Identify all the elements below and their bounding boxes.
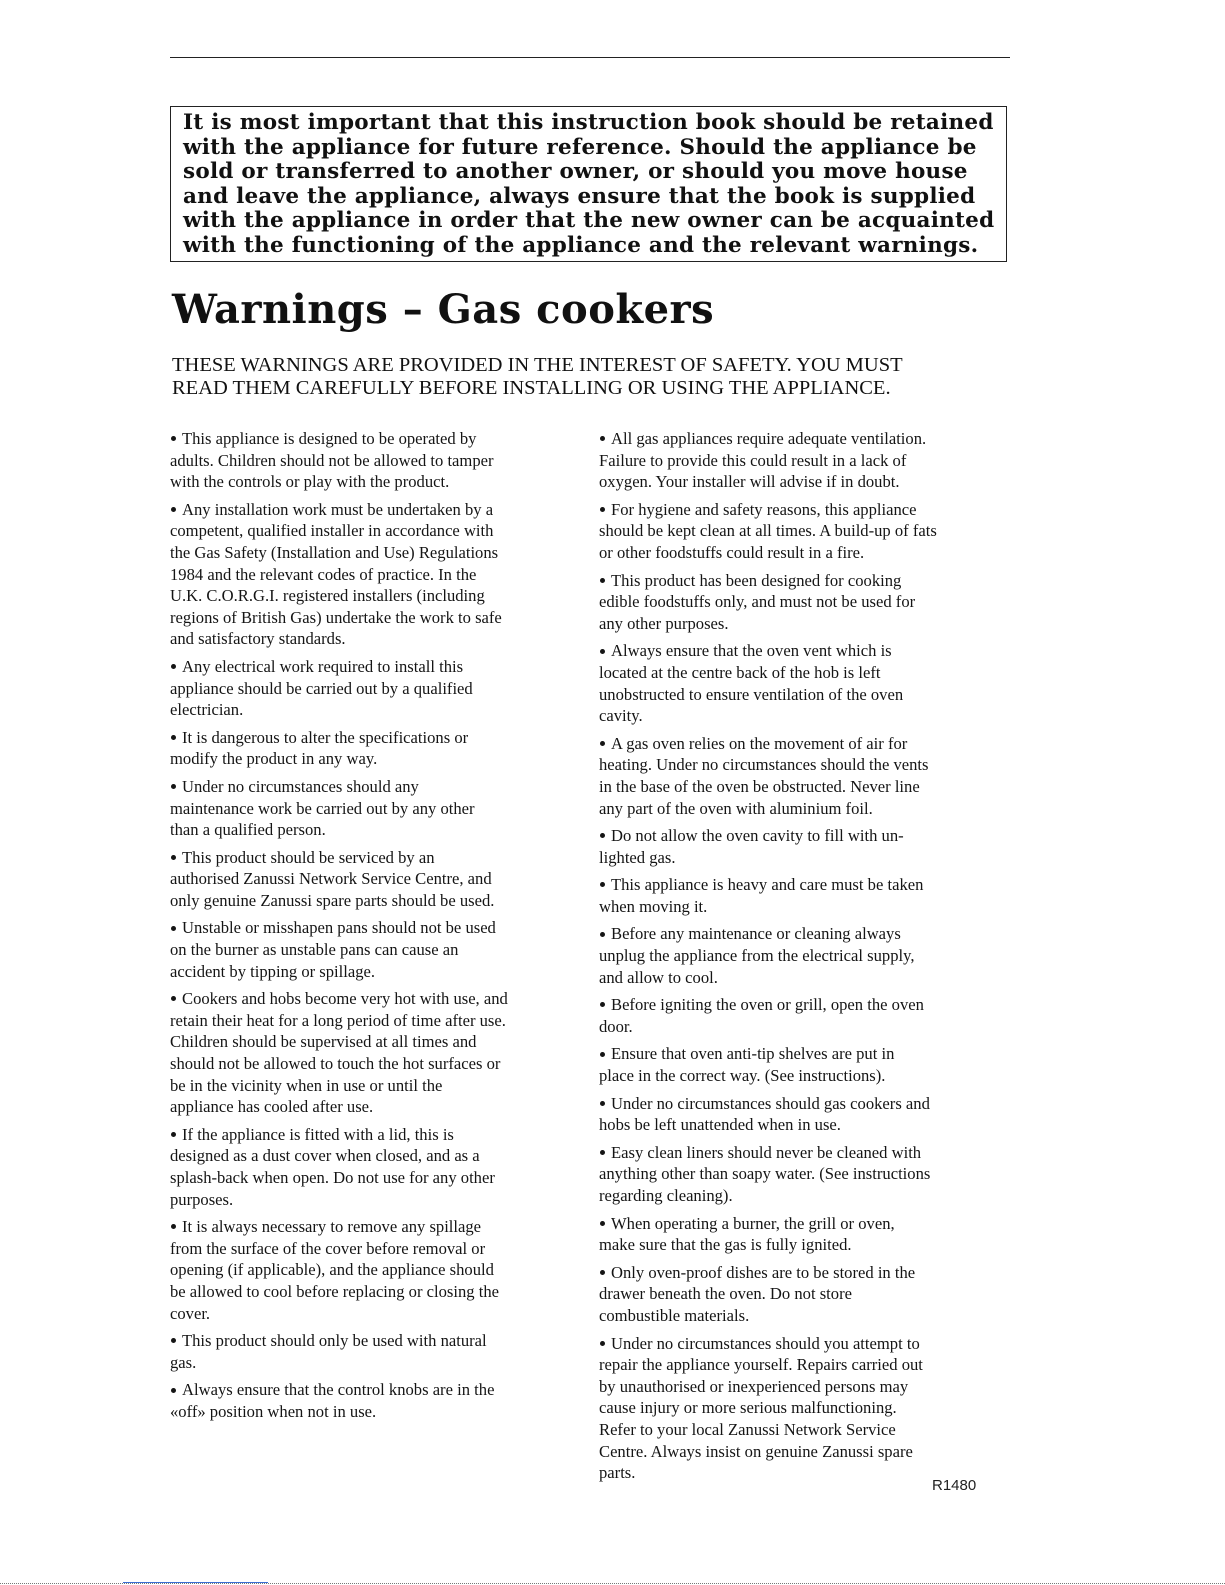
warning-text: When operating a burner, the grill or oven, make sure that the gas is fully ignited.: [599, 1213, 895, 1255]
bullet-icon: [171, 996, 176, 1001]
bullet-icon: [600, 1101, 605, 1106]
warnings-column-right: [599, 428, 1009, 1490]
bullet-icon: [600, 1052, 605, 1057]
bullet-icon: [600, 578, 605, 583]
bullet-icon: [171, 664, 176, 669]
bullet-icon: [171, 926, 176, 931]
bullet-icon: [171, 1224, 176, 1229]
bullet-icon: [600, 1341, 605, 1346]
warning-text: Before any maintenance or cleaning always unplug the appliance from the electrical supply, and allow to cool.: [599, 924, 915, 987]
warning-item: [170, 499, 580, 650]
warning-item: [170, 847, 580, 912]
warning-text: Under no circumstances should any maintenance work be carried out by any other than a qualified person.: [170, 776, 475, 840]
warning-item: [599, 1333, 1009, 1484]
bullet-icon: [600, 649, 605, 654]
warning-item: [599, 570, 1009, 635]
warning-item: [170, 1330, 580, 1373]
warning-item: [170, 727, 580, 770]
warning-text: This product has been designed for cooking edible foodstuffs only, and must not be used for any other purposes.: [599, 570, 916, 633]
warning-text: Easy clean liners should never be cleaned with anything other than soapy water. (See instructions regarding cleaning).: [599, 1142, 931, 1205]
warning-text: Unstable or misshapen pans should not be used on the burner as unstable pans can cause an accident by tipping or spillage.: [170, 918, 496, 981]
page-title: Warnings – Gas cookers: [172, 286, 715, 333]
bullet-icon: [600, 436, 605, 441]
warnings-column-left: [170, 428, 580, 1429]
bullet-icon: [600, 932, 605, 937]
warning-item: [170, 1124, 580, 1210]
bullet-icon: [171, 436, 176, 441]
top-rule: [170, 57, 1010, 58]
warning-text: It is dangerous to alter the specifications or modify the product in any way.: [170, 727, 469, 769]
warning-text: A gas oven relies on the movement of air for heating. Under no circumstances should the vents in the base of the oven be obstructed. Never line any part of the oven with aluminium foil.: [599, 733, 929, 818]
warning-text: Always ensure that the control knobs are in the «off» position when not in use.: [170, 1380, 495, 1421]
bullet-icon: [171, 735, 176, 740]
warning-item: [599, 923, 1009, 988]
bullet-icon: [171, 1338, 176, 1343]
warning-text: Cookers and hobs become very hot with use, and retain their heat for a long period of time after use. Children should be supervised at all times and should not be allowed to touch the hot surfaces or be in the vicinity when in use or until the appliance has cooled after use.: [170, 989, 508, 1117]
warning-item: [599, 1213, 1009, 1256]
warning-text: Under no circumstances should gas cookers and hobs be left unattended when in use.: [599, 1093, 930, 1135]
warning-item: [170, 428, 580, 493]
warning-item: [599, 825, 1009, 868]
warning-item: [599, 1262, 1009, 1327]
warning-text: Before igniting the oven or grill, open the oven door.: [599, 995, 924, 1036]
warning-text: This appliance is designed to be operated by adults. Children should not be allowed to tamper with the controls or play with the product.: [170, 429, 494, 492]
warning-item: [599, 994, 1009, 1037]
warning-text: Ensure that oven anti-tip shelves are put in place in the correct way. (See instructions).: [599, 1044, 895, 1086]
bullet-icon: [600, 833, 605, 838]
bullet-icon: [600, 1150, 605, 1155]
bullet-icon: [600, 1270, 605, 1275]
warning-text: For hygiene and safety reasons, this appliance should be kept clean at all times. A build-up of fats or other foodstuffs could result in a fire.: [599, 499, 937, 562]
warning-text: If the appliance is fitted with a lid, this is designed as a dust cover when closed, and as a splash-back when open. Do not use for any other purposes.: [170, 1124, 495, 1209]
warning-item: [599, 1142, 1009, 1207]
warning-text: Only oven-proof dishes are to be stored in the drawer beneath the oven. Do not store combustible materials.: [599, 1262, 916, 1325]
bullet-icon: [171, 855, 176, 860]
bullet-icon: [600, 507, 605, 512]
bullet-icon: [600, 882, 605, 887]
warning-item: [170, 988, 580, 1118]
warning-text: This appliance is heavy and care must be taken when moving it.: [599, 875, 924, 916]
warning-text: This product should be serviced by an authorised Zanussi Network Service Centre, and only genuine Zanussi spare parts should be used.: [170, 847, 495, 910]
warning-item: [599, 428, 1009, 493]
warning-item: [599, 640, 1009, 726]
reference-code: R1480: [932, 1477, 977, 1494]
warning-text: Any installation work must be undertaken by a competent, qualified installer in accordance with the Gas Safety (Installation and Use) Regulations 1984 and the relevant codes of practice. In the U.K. C.O.R.G.I. registered installers (including regions of British Gas) undertake the work to safe and satisfactory standards.: [170, 499, 502, 649]
warning-item: [599, 1043, 1009, 1086]
warning-item: [170, 1216, 580, 1324]
warning-text: All gas appliances require adequate ventilation. Failure to provide this could result in a lack of oxygen. Your installer will advise if in doubt.: [599, 429, 927, 492]
notice-box: [170, 106, 1007, 262]
safety-subtitle: THESE WARNINGS ARE PROVIDED IN THE INTEREST OF SAFETY. YOU MUST READ THEM CAREFULLY BEFORE INSTALLING OR USING THE APPLIANCE.: [172, 354, 903, 399]
bullet-icon: [171, 1388, 176, 1393]
notice-text: It is most important that this instruction book should be retained with the appliance for future reference. Should the appliance be sold or transferred to another owner, or should you move house and leave the appliance, always ensure that the book is supplied with the appliance in order that the new owner can be acquainted with the functioning of the appliance and the relevant warnings.: [183, 110, 995, 258]
warning-item: [170, 1379, 580, 1422]
page-edge-mark: [123, 1582, 268, 1583]
bullet-icon: [600, 1221, 605, 1226]
bullet-icon: [600, 1002, 605, 1007]
warning-text: Any electrical work required to install this appliance should be carried out by a qualified electrician.: [170, 656, 473, 720]
warning-text: Always ensure that the oven vent which is located at the centre back of the hob is left unobstructed to ensure ventilation of the oven cavity.: [599, 641, 904, 726]
warning-item: [170, 776, 580, 841]
warning-text: This product should only be used with natural gas.: [170, 1331, 487, 1372]
bullet-icon: [171, 784, 176, 789]
warning-item: [599, 499, 1009, 564]
page-edge-divider: [0, 1583, 1225, 1584]
bullet-icon: [171, 507, 176, 512]
bullet-icon: [600, 741, 605, 746]
bullet-icon: [171, 1132, 176, 1137]
warning-item: [170, 656, 580, 721]
warning-text: Do not allow the oven cavity to fill with un- lighted gas.: [599, 826, 904, 867]
warning-item: [170, 917, 580, 982]
warning-item: [599, 1093, 1009, 1136]
warning-item: [599, 733, 1009, 819]
warning-text: It is always necessary to remove any spillage from the surface of the cover before removal or opening (if applicable), and the appliance should be allowed to cool before replacing or closing the cover.: [170, 1217, 499, 1323]
warning-item: [599, 874, 1009, 917]
warning-text: Under no circumstances should you attempt to repair the appliance yourself. Repairs carried out by unauthorised or inexperienced persons may cause injury or more serious malfunctioning. Refer to your local Zanussi Network Service Centre. Always insist on genuine Zanussi spare parts.: [599, 1333, 923, 1483]
